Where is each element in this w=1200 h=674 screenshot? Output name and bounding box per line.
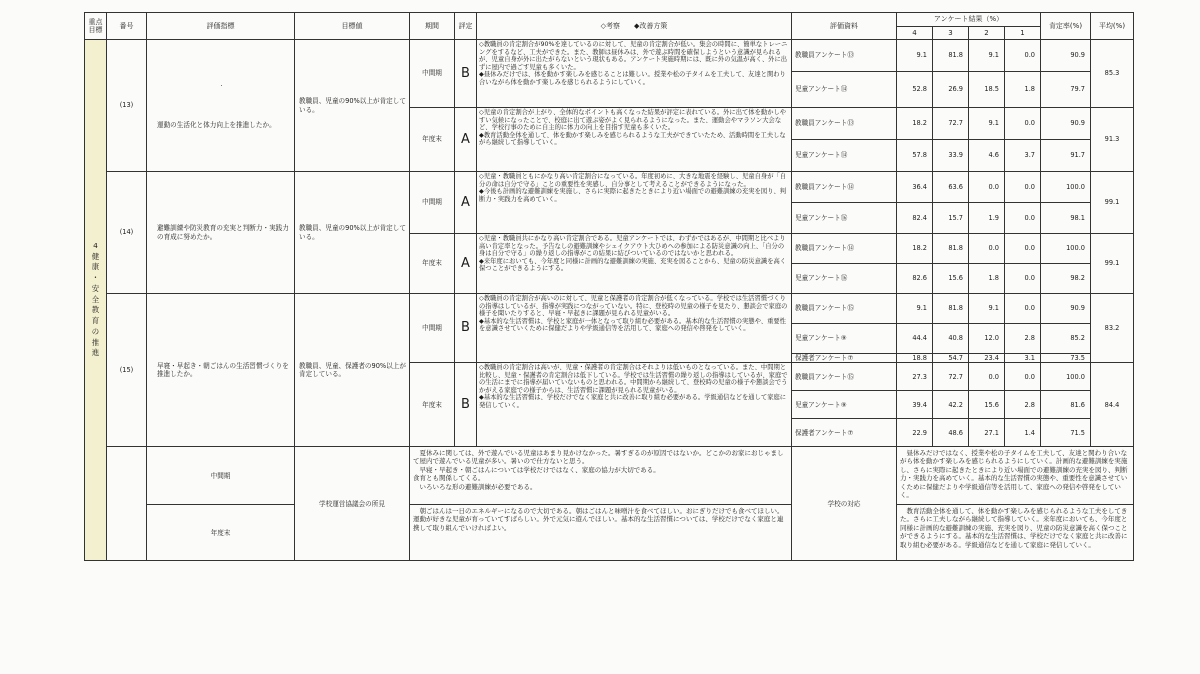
survey-value: 82.6 [897, 264, 933, 294]
survey-value: 3.1 [1005, 354, 1041, 363]
survey-value: 81.8 [933, 234, 969, 264]
observation-text: ◇児童・教職員ともにかなり高い肯定割合になっている。年度初めに、大きな地震を経験し、児童自身が「自分の命は自分で守る」ことの重要性を実感し、自分事として考えることができるようになった。 ◆今後も計画的な避難訓練を実施し、さらに実際に起きたときにより近い場面での避難訓練の充実を図り、判断力・実践力を高めていく。 [477, 172, 792, 234]
survey-value: 81.8 [933, 294, 969, 324]
table-row [85, 172, 1134, 203]
period-label: 中間期 [410, 294, 455, 363]
survey-value: 0.0 [969, 172, 1005, 203]
survey-value: 18.5 [969, 72, 1005, 108]
survey-value: 12.0 [969, 324, 1005, 354]
survey-value: 0.0 [1005, 108, 1041, 140]
survey-source: 教職員アンケート⑬ [792, 108, 897, 140]
grade: A [455, 172, 477, 234]
positive-rate: 100.0 [1041, 363, 1091, 391]
period-label: 年度末 [410, 363, 455, 447]
header-target: 目標値 [295, 13, 410, 40]
survey-source: 児童アンケート⑯ [792, 203, 897, 234]
survey-value: 0.0 [1005, 234, 1041, 264]
survey-value: 0.0 [1005, 264, 1041, 294]
footer-row-mid [85, 447, 1134, 505]
item-target: 教職員、児童の90%以上が肯定している。 [295, 40, 410, 172]
item-indicator-text: 避難訓練や防災教育の充実と判断力・実践力の育成に努めたか。 [157, 224, 289, 241]
positive-rate: 73.5 [1041, 354, 1091, 363]
survey-source: 児童アンケート⑨ [792, 391, 897, 419]
header-observation: ◇考察 ◆改善方策 [477, 13, 792, 40]
response-end-text: 教育活動全体を通して、体を動かす楽しみを感じられるような工夫をしてきた。さらに工夫しながら継続して指導していく。来年度においても、今年度と同様に計画的な避難訓練の実施、充実を図り、児童の防災意識を高く保つことができるようにする。基本的な生活習慣は、学校だけでなく家庭と共に改善に取り組む必要がある。学級通信などを通して家庭に発信していく。 [897, 505, 1134, 561]
average-value: 83.2 [1091, 294, 1134, 363]
survey-source: 保護者アンケート⑦ [792, 419, 897, 447]
item-mark: · [220, 82, 223, 91]
positive-rate: 90.9 [1041, 40, 1091, 72]
positive-rate: 100.0 [1041, 234, 1091, 264]
header-grade: 評定 [455, 13, 477, 40]
survey-value: 36.4 [897, 172, 933, 203]
header-col-1: 1 [1005, 27, 1041, 40]
survey-value: 63.6 [933, 172, 969, 203]
average-value: 99.1 [1091, 234, 1134, 294]
footer-mid-label: 中間期 [147, 447, 295, 505]
positive-rate: 71.5 [1041, 419, 1091, 447]
positive-rate: 100.0 [1041, 172, 1091, 203]
observation-text: ◇教職員の肯定割合は高いが、児童・保護者の肯定割合はそれよりは低いものとなっている。また、中間期と比較し、児童・保護者の肯定割合は低下している。学校では生活習慣の繰り返しの指導はしているが、家庭での生活にまでに指導が届いていないものと思われる。中間期から継続して、登校時の児童の様子や懇談会でうかがえる家庭での様子からは、生活習慣に課題が見られる児童がいる。 ◆基本的な生活習慣は、学校だけでなく家庭と共に改善に取り組む必要がある。学級通信などを通して家庭に発信していく。 [477, 363, 792, 447]
survey-value: 23.4 [969, 354, 1005, 363]
survey-value: 9.1 [897, 294, 933, 324]
survey-value: 57.8 [897, 140, 933, 172]
survey-value: 82.4 [897, 203, 933, 234]
survey-value: 1.4 [1005, 419, 1041, 447]
survey-source: 教職員アンケート⑮ [792, 363, 897, 391]
survey-value: 2.8 [1005, 324, 1041, 354]
survey-value: 9.1 [897, 40, 933, 72]
item-number: (13) [107, 40, 147, 172]
survey-value: 40.8 [933, 324, 969, 354]
response-label: 学校の対応 [792, 447, 897, 561]
header-period: 期間 [410, 13, 455, 40]
survey-value: 72.7 [933, 108, 969, 140]
positive-rate: 98.1 [1041, 203, 1091, 234]
survey-source: 児童アンケート⑭ [792, 72, 897, 108]
observation-text: ◇教職員の肯定割合が高いのに対して、児童と保護者の肯定割合が低くなっている。学校では生活習慣づくりの指導はしているが、指導が実践につながっていない。特に、登校時の児童の様子を見たり、懇談会で家庭の様子を聞いたりすると、早寝・早起きに課題が見られる児童がいる。 ◆基本的な生活習慣は、学校と家庭が一体となって取り組む必要がある。基本的な生活習慣の実態や、重要性を意識させていくために保健だよりや学級通信等を活用して、家庭への発信や啓発をしていく。 [477, 294, 792, 363]
footer-row-end [85, 505, 1134, 561]
survey-source: 保護者アンケート⑦ [792, 354, 897, 363]
survey-value: 18.8 [897, 354, 933, 363]
survey-value: 3.7 [1005, 140, 1041, 172]
item-indicator [147, 40, 295, 172]
survey-value: 26.9 [933, 72, 969, 108]
area-label: 4 健 康 ・ 安 全 教 育 の 推 進 [85, 40, 107, 561]
header-survey: アンケート結果（%） [897, 13, 1041, 27]
council-end-text: 朝ごはんは一日のエネルギーになるので大切である。朝はごはんと味噌汁を食べてほしい。おにぎりだけでも食べてほしい。運動が好きな児童が育っていてすばらしい。外で元気に遊んでほしい。基本的な生活習慣については、学校だけでなく家庭と連携して取り組んでいければよい。 [410, 505, 792, 561]
positive-rate: 81.6 [1041, 391, 1091, 419]
survey-value: 9.1 [969, 108, 1005, 140]
survey-value: 52.8 [897, 72, 933, 108]
survey-value: 18.2 [897, 234, 933, 264]
survey-source: 児童アンケート⑯ [792, 264, 897, 294]
positive-rate: 90.9 [1041, 294, 1091, 324]
survey-value: 0.0 [1005, 40, 1041, 72]
average-value: 99.1 [1091, 172, 1134, 234]
header-avg: 平均(%) [1091, 13, 1134, 40]
positive-rate: 91.7 [1041, 140, 1091, 172]
survey-value: 1.9 [969, 203, 1005, 234]
header-source: 評価資料 [792, 13, 897, 40]
average-value: 91.3 [1091, 108, 1134, 172]
grade: A [455, 234, 477, 294]
survey-value: 0.0 [1005, 363, 1041, 391]
average-value: 84.4 [1091, 363, 1134, 447]
survey-value: 1.8 [1005, 72, 1041, 108]
header-col-4: 4 [897, 27, 933, 40]
survey-value: 15.6 [969, 391, 1005, 419]
observation-text: ◇教職員の肯定割合が90%を達しているのに対して、児童の肯定割合が低い。集会の時間に、簡単なトレーニングをするなど、工夫ができた。また、教師は昼休みは、外で遊ぶ時間を確保しようという意識が見られるが、児童自身が外に出たがらないという現状もある。アンケート実施時期には、既に外の気温が高く、外に出ずに屋内で過ごす児童も多くいた。 ◆昼休みだけでは、体を動かす楽しみを感じることは難しい。授業や松の子タイムを工夫して、友達と関わり合いながら体を動かす楽しみを感じられるようにしていく。 [477, 40, 792, 108]
survey-value: 48.6 [933, 419, 969, 447]
header-indicator: 評価指標 [147, 13, 295, 40]
survey-value: 39.4 [897, 391, 933, 419]
survey-source: 児童アンケート⑭ [792, 140, 897, 172]
table-row [85, 40, 1134, 72]
survey-value: 18.2 [897, 108, 933, 140]
grade: A [455, 108, 477, 172]
survey-source: 教職員アンケート⑭ [792, 234, 897, 264]
survey-value: 27.1 [969, 419, 1005, 447]
item-number: (14) [107, 172, 147, 294]
item-number: (15) [107, 294, 147, 447]
item-indicator [147, 172, 295, 294]
response-mid-text: 昼休みだけではなく、授業や松の子タイムを工夫して、友達と関わり合いながら体を動かす楽しみを感じられるようにしていく。計画的な避難訓練を実施し、さらに実際に起きたときにより近い場面での避難訓練の充実を図り、判断力・実践力を高めていく。基本的な生活習慣の実態や、重要性を意識させていくために保健だよりや学級通信等を活用して、家庭への発信や啓発をしていく。 [897, 447, 1134, 505]
survey-value: 15.6 [933, 264, 969, 294]
header-col-3: 3 [933, 27, 969, 40]
survey-value: 15.7 [933, 203, 969, 234]
grade: B [455, 363, 477, 447]
positive-rate: 98.2 [1041, 264, 1091, 294]
survey-value: 9.1 [969, 40, 1005, 72]
survey-source: 教職員アンケート⑬ [792, 40, 897, 72]
observation-text: ◇児童の肯定割合が上がり、全体的なポイントも高くなった結果が評定に表れている。外に出て体を動かしやすい気候になったことで、校庭に出て遊ぶ姿がよく見られるようになった。また、運動会やマラソン大会など、学校行事のために自主的に体力の向上を目指す児童も多くいた。 ◆教育活動全体を通して、体を動かす楽しみを感じられるような工夫ができていたため、活動時間を工夫しながら継続して指導していく。 [477, 108, 792, 172]
survey-value: 0.0 [969, 363, 1005, 391]
survey-value: 0.0 [1005, 294, 1041, 324]
grade: B [455, 294, 477, 363]
survey-value: 2.8 [1005, 391, 1041, 419]
header-area: 重点 目標 [85, 13, 107, 40]
survey-value: 42.2 [933, 391, 969, 419]
survey-value: 4.6 [969, 140, 1005, 172]
survey-value: 81.8 [933, 40, 969, 72]
item-target: 教職員、児童、保護者の90%以上が肯定している。 [295, 294, 410, 447]
survey-value: 0.0 [1005, 172, 1041, 203]
positive-rate: 85.2 [1041, 324, 1091, 354]
survey-source: 教職員アンケート⑮ [792, 294, 897, 324]
survey-value: 0.0 [969, 234, 1005, 264]
survey-value: 22.9 [897, 419, 933, 447]
table-row [85, 294, 1134, 324]
item-indicator-text: 運動の生活化と体力向上を推進したか。 [157, 120, 276, 129]
positive-rate: 90.9 [1041, 108, 1091, 140]
council-label: 学校運営協議会の所見 [295, 447, 410, 561]
survey-value: 1.8 [969, 264, 1005, 294]
period-label: 中間期 [410, 172, 455, 234]
survey-source: 教職員アンケート⑭ [792, 172, 897, 203]
item-indicator [147, 294, 295, 447]
average-value: 85.3 [1091, 40, 1134, 108]
survey-value: 33.9 [933, 140, 969, 172]
header-col-2: 2 [969, 27, 1005, 40]
survey-value: 44.4 [897, 324, 933, 354]
survey-value: 27.3 [897, 363, 933, 391]
item-indicator-text: 早寝・早起き・朝ごはんの生活習慣づくりを推進したか。 [157, 361, 289, 379]
survey-value: 72.7 [933, 363, 969, 391]
period-label: 中間期 [410, 40, 455, 108]
header-rate: 肯定率(%) [1041, 13, 1091, 40]
council-mid-text: 夏休みに関しては、外で遊んでいる児童はあまり見かけなかった。暑すぎるのが原因ではないか。どこかのお家におじゃまして屋内で遊んでいる児童が多い。暑いので仕方ないと思う。 早寝・早起き・朝ごはんについては学校だけではなく、家庭の協力が大切である。 食育とも関係してくる。 いろいろな形の避難訓練が必要である。 [410, 447, 792, 505]
period-label: 年度末 [410, 108, 455, 172]
survey-value: 54.7 [933, 354, 969, 363]
footer-end-label: 年度末 [147, 505, 295, 561]
item-target: 教職員、児童の90%以上が肯定している。 [295, 172, 410, 294]
grade: B [455, 40, 477, 108]
header-number: 番号 [107, 13, 147, 40]
survey-source: 児童アンケート⑨ [792, 324, 897, 354]
survey-value: 9.1 [969, 294, 1005, 324]
observation-text: ◇児童・教職員共にかなり高い肯定割合である。児童アンケートでは、わずかではあるが、中間期と比べより高い肯定率となった。予告なしの避難訓練やシェイクアウト大ひめへの参加による防災意識の向上、「自分の身は自分で守る」の繰り返しの指導がこの結果に結びついているのではないかと思われる。 ◆来年度においても、今年度と同様に計画的な避難訓練の実施、充実を図ることから、児童の防災意識を高く保つことができるようにする。 [477, 234, 792, 294]
period-label: 年度末 [410, 234, 455, 294]
positive-rate: 79.7 [1041, 72, 1091, 108]
survey-value: 0.0 [1005, 203, 1041, 234]
